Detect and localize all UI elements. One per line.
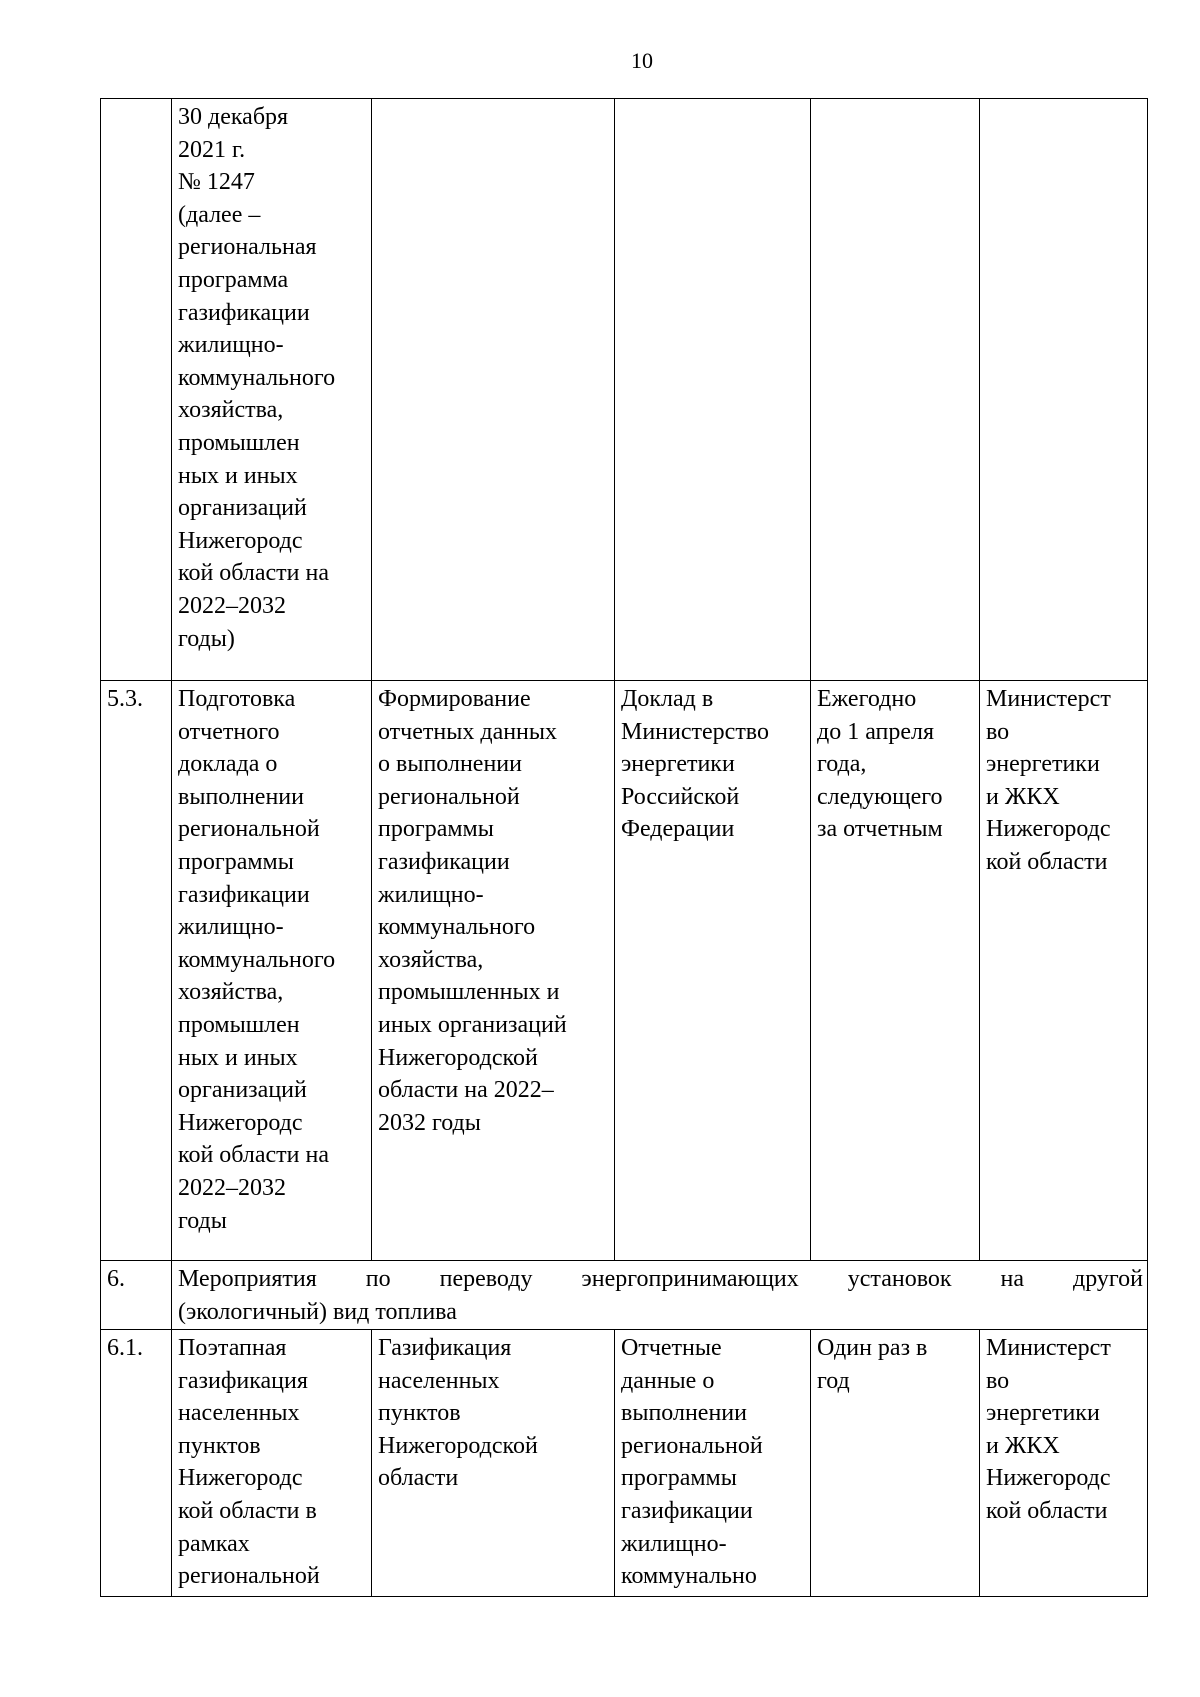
cell-text-line: коммунально xyxy=(621,1563,757,1590)
cell-text-line: энергетики xyxy=(621,751,735,778)
cell-text-line: Нижегородс xyxy=(178,1109,303,1136)
measure-name-cell xyxy=(172,681,372,1261)
cell-text-line: газификации xyxy=(178,299,310,326)
section-title-cell xyxy=(172,1261,1148,1330)
cell-text-line: Доклад в xyxy=(621,686,714,712)
cell-text-line: жилищно- xyxy=(178,914,284,941)
table-row xyxy=(101,99,1148,681)
result-cell xyxy=(615,681,811,1261)
cell-text-line: Министерст xyxy=(986,686,1111,712)
cell-text-line: коммунального xyxy=(178,364,336,391)
cell-text-line: о выполнении xyxy=(378,751,522,778)
cell-text-line: Министерство xyxy=(621,718,769,745)
cell-text-line: региональная xyxy=(178,234,317,261)
cell-text-line: Российской xyxy=(621,783,740,810)
cell-text-line: хозяйства, xyxy=(378,946,484,973)
cell-text-line: доклада о xyxy=(178,751,278,778)
cell-text-line: Формирование xyxy=(378,686,531,712)
cell-text-line: (далее – xyxy=(178,201,261,228)
cell-text-line: и ЖКХ xyxy=(986,1432,1060,1459)
cell-text-line: рамках xyxy=(178,1530,250,1557)
measure-name-cell xyxy=(172,1330,372,1597)
cell-text-line: за отчетным xyxy=(817,816,943,843)
section-title-line: (экологичный) вид топлива xyxy=(178,1298,457,1325)
cell-text-line: пунктов xyxy=(378,1400,461,1427)
cell-text-line: области xyxy=(378,1465,459,1492)
cell-text-line: отчетного xyxy=(178,718,280,745)
responsible-cell xyxy=(980,1330,1148,1597)
cell-text-line: Поэтапная xyxy=(178,1335,287,1361)
measure-content-cell xyxy=(372,99,615,681)
cell-text-line: кой области xyxy=(986,1497,1108,1524)
responsible-cell xyxy=(980,681,1148,1261)
cell-text-line: отчетных данных xyxy=(378,718,558,745)
cell-text-line: промышленных и xyxy=(378,979,560,1006)
cell-text-line: Подготовка xyxy=(178,686,296,712)
cell-text-line: № 1247 xyxy=(178,169,255,196)
cell-text-line: Газификация xyxy=(378,1335,512,1361)
cell-text-line: ных и иных xyxy=(178,462,298,489)
cell-text-line: годы) xyxy=(178,625,235,652)
cell-text-line: 6.1. xyxy=(107,1335,143,1361)
cell-text-line: жилищно- xyxy=(178,332,284,359)
cell-text-line: 2022–2032 xyxy=(178,1174,286,1201)
cell-text-line: населенных xyxy=(378,1367,500,1394)
cell-text-line: жилищно- xyxy=(621,1530,727,1557)
section-number: 6. xyxy=(107,1266,125,1292)
cell-text-line: хозяйства, xyxy=(178,397,284,424)
page-number: 10 xyxy=(631,48,653,73)
cell-text-line: Ежегодно xyxy=(817,686,917,712)
measure-content-cell xyxy=(372,1330,615,1597)
cell-text-line: энергетики xyxy=(986,1400,1100,1427)
cell-text-line: Нижегородс xyxy=(986,816,1111,843)
cell-text-line: региональной xyxy=(178,816,320,843)
cell-text-line: пунктов xyxy=(178,1432,261,1459)
cell-text-line: год xyxy=(817,1367,850,1394)
cell-text-line: Нижегородс xyxy=(986,1465,1111,1492)
deadline-cell xyxy=(811,681,980,1261)
cell-text-line: выполнении xyxy=(621,1400,747,1427)
cell-text-line: 2021 г. xyxy=(178,136,246,163)
cell-text-line: Отчетные xyxy=(621,1335,722,1361)
deadline-cell xyxy=(811,1330,980,1597)
cell-text-line: населенных xyxy=(178,1400,300,1427)
cell-text-line: коммунального xyxy=(378,914,536,941)
row-number-cell xyxy=(101,99,172,681)
cell-text-line: Нижегородской xyxy=(378,1044,538,1071)
cell-text-line: программа xyxy=(178,266,289,293)
table-row xyxy=(101,1330,1148,1597)
cell-text-line: кой области xyxy=(986,848,1108,875)
responsible-cell xyxy=(980,99,1148,681)
cell-text-line: региональной xyxy=(378,783,520,810)
cell-text-line: 2032 годы xyxy=(378,1109,481,1136)
cell-text-line: кой области на xyxy=(178,1142,330,1169)
cell-text-line: 2022–2032 xyxy=(178,592,286,619)
cell-text-line: программы xyxy=(621,1465,737,1492)
cell-text-line: года, xyxy=(817,751,867,778)
measure-name-cell xyxy=(172,99,372,681)
cell-text-line: организаций xyxy=(178,1077,307,1104)
section-row xyxy=(101,1261,1148,1330)
cell-text-line: годы xyxy=(178,1207,227,1234)
cell-text-line: газификации xyxy=(178,881,310,908)
cell-text-line: промышлен xyxy=(178,429,300,456)
cell-text-line: Один раз в xyxy=(817,1335,928,1361)
result-cell xyxy=(615,99,811,681)
table-row xyxy=(101,681,1148,1261)
row-number-cell xyxy=(101,1330,172,1597)
cell-text-line: Нижегородской xyxy=(378,1432,538,1459)
cell-text-line: коммунального xyxy=(178,946,336,973)
result-cell xyxy=(615,1330,811,1597)
measure-content-cell xyxy=(372,681,615,1261)
measures-table xyxy=(100,98,1148,1597)
cell-text-line: Нижегородс xyxy=(178,527,303,554)
cell-text-line: организаций xyxy=(178,495,307,522)
cell-text-line: кой области на xyxy=(178,560,330,587)
section-number-cell xyxy=(101,1261,172,1330)
cell-text-line: программы xyxy=(178,848,294,875)
cell-text-line: 30 декабря xyxy=(178,104,289,130)
cell-text-line: области на 2022– xyxy=(378,1077,554,1104)
row-number-cell xyxy=(101,681,172,1261)
cell-text-line: хозяйства, xyxy=(178,979,284,1006)
cell-text-line: 5.3. xyxy=(107,686,143,712)
cell-text-line: выполнении xyxy=(178,783,304,810)
cell-text-line: и ЖКХ xyxy=(986,783,1060,810)
cell-text-line: следующего xyxy=(817,783,943,810)
cell-text-line: до 1 апреля xyxy=(817,718,935,745)
cell-text-line: во xyxy=(986,718,1010,745)
cell-text-line: газификации xyxy=(378,848,510,875)
cell-text-line: Министерст xyxy=(986,1335,1111,1361)
cell-text-line: газификация xyxy=(178,1367,308,1394)
cell-text-line: энергетики xyxy=(986,751,1100,778)
cell-text-line: во xyxy=(986,1367,1010,1394)
cell-text-line: иных организаций xyxy=(378,1011,567,1038)
cell-text-line: газификации xyxy=(621,1497,753,1524)
cell-text-line: кой области в xyxy=(178,1497,317,1524)
section-title-line: Мероприятия по переводу энергопринимающих установок на другой xyxy=(178,1266,1143,1292)
cell-text-line: ных и иных xyxy=(178,1044,298,1071)
cell-text-line: региональной xyxy=(621,1432,763,1459)
cell-text-line: Нижегородс xyxy=(178,1465,303,1492)
cell-text-line: региональной xyxy=(178,1563,320,1590)
cell-text-line: данные о xyxy=(621,1367,715,1394)
cell-text-line: программы xyxy=(378,816,494,843)
deadline-cell xyxy=(811,99,980,681)
cell-text-line: Федерации xyxy=(621,816,735,843)
cell-text-line: жилищно- xyxy=(378,881,484,908)
cell-text-line: промышлен xyxy=(178,1011,300,1038)
